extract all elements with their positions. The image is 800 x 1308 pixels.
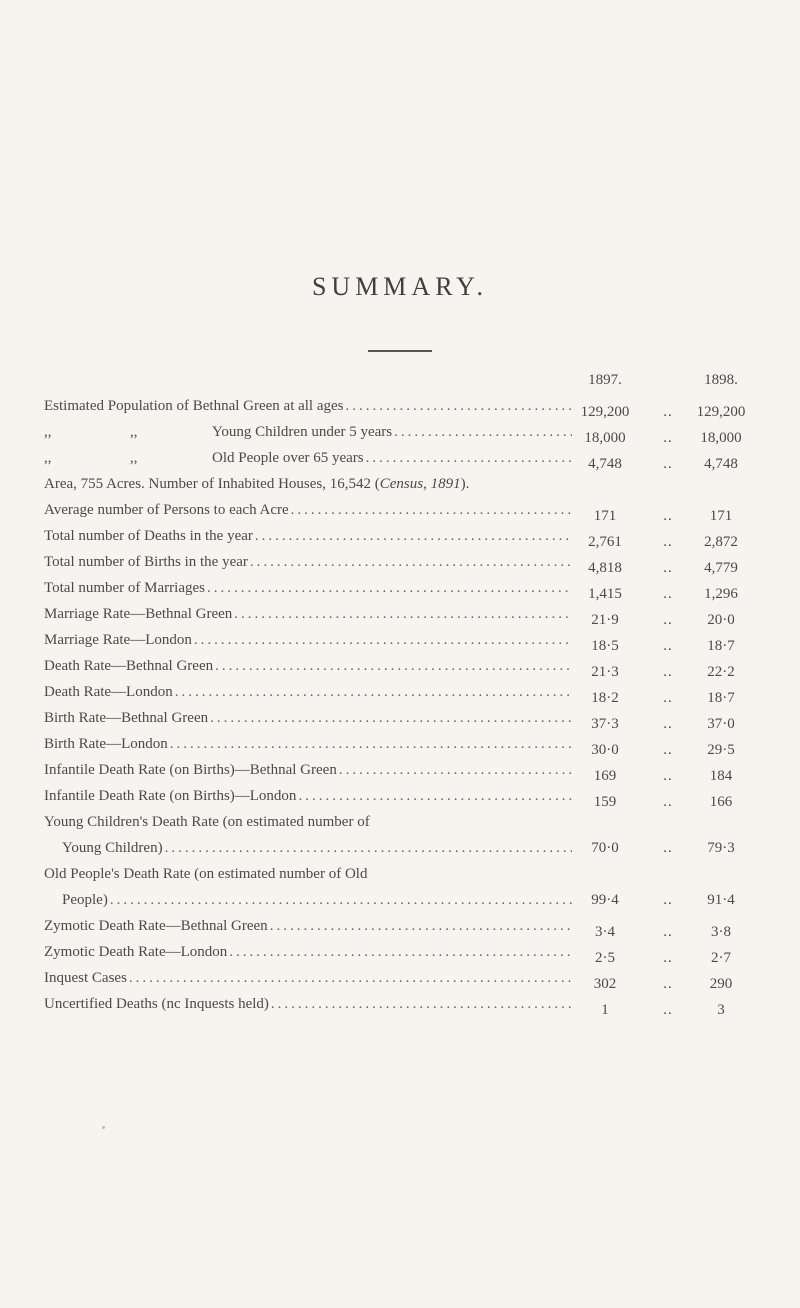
leader-dots [271, 994, 572, 1014]
value-1897: 159 [593, 794, 617, 810]
table-row [44, 552, 760, 578]
value-1898: 18·7 [707, 638, 735, 654]
row-label: Old People over 65 years [212, 450, 364, 466]
ditto-mark: ,, [130, 424, 138, 440]
row-label: Infantile Death Rate (on Births)—Bethnal Green [44, 762, 337, 778]
row-label-wrap [44, 786, 572, 806]
leader-dots [291, 500, 572, 520]
row-label: Infantile Death Rate (on Births)—London [44, 788, 297, 804]
table-row [44, 864, 760, 916]
value-1897: 1,415 [588, 586, 622, 602]
value-1898: 2·7 [711, 950, 731, 966]
value-1897: 4,818 [588, 560, 622, 576]
leader-dots [234, 604, 572, 624]
table-row [44, 968, 760, 994]
leader-dots [129, 968, 572, 988]
table-row [44, 786, 760, 812]
value-1898: 129,200 [696, 404, 746, 420]
row-label [44, 474, 469, 494]
table-row [44, 396, 760, 422]
separator: .. [663, 1002, 673, 1018]
separator: .. [663, 892, 673, 908]
row-label-first-line: Old People's Death Rate (on estimated number of Old [44, 866, 368, 882]
leader-dots [270, 916, 572, 936]
row-label: Marriage Rate—London [44, 632, 192, 648]
value-1898: 29·5 [707, 742, 735, 758]
row-label-wrap [44, 708, 572, 728]
leader-dots [366, 448, 572, 468]
table-row [44, 630, 760, 656]
value-1898: 1,296 [704, 586, 738, 602]
census-note: Census, 1891 [379, 476, 461, 492]
row-label: Young Children) [62, 840, 163, 856]
value-1897: 99·4 [591, 892, 619, 908]
separator: .. [663, 768, 673, 784]
row-label: Marriage Rate—Bethnal Green [44, 606, 233, 622]
area-text: Area, 755 Acres. Number of Inhabited Houses, 16,542 ( [44, 476, 380, 492]
column-header-1898: 1898. [704, 372, 738, 388]
row-label-wrap [44, 422, 572, 442]
value-1897: 30·0 [591, 742, 619, 758]
leader-dots [339, 760, 572, 780]
row-label: People) [62, 892, 108, 908]
table-row [44, 760, 760, 786]
separator: .. [663, 586, 673, 602]
table-row [44, 422, 760, 448]
separator: .. [663, 690, 673, 706]
ditto-mark: ,, [130, 450, 138, 466]
leader-dots [170, 734, 572, 754]
separator: .. [663, 794, 673, 810]
table-row [44, 604, 760, 630]
leader-dots [210, 708, 572, 728]
row-label-wrap [44, 916, 572, 936]
row-label-wrap [44, 968, 572, 988]
separator: .. [663, 924, 673, 940]
value-1898: 166 [709, 794, 733, 810]
row-label: Zymotic Death Rate—London [44, 944, 228, 960]
row-label: Inquest Cases [44, 970, 127, 986]
row-label-wrap [44, 656, 572, 676]
leader-dots [215, 656, 572, 676]
table-row [44, 474, 760, 500]
value-1897: 21·9 [591, 612, 619, 628]
row-label: Total number of Marriages [44, 580, 205, 596]
leader-dots [110, 890, 572, 910]
row-label: Total number of Births in the year [44, 554, 248, 570]
row-label: Young Children under 5 years [212, 424, 393, 440]
separator: .. [663, 560, 673, 576]
leader-dots [229, 942, 572, 962]
row-label: Birth Rate—London [44, 736, 168, 752]
value-1898: 79·3 [707, 840, 735, 856]
separator: .. [663, 742, 673, 758]
row-label-wrap [44, 682, 572, 702]
row-label-wrap [44, 942, 572, 962]
leader-dots [394, 422, 572, 442]
separator: .. [663, 976, 673, 992]
value-1898: 2,872 [704, 534, 738, 550]
table-row [44, 526, 760, 552]
value-1897: 302 [593, 976, 617, 992]
row-label-wrap [44, 838, 572, 858]
value-1898: 290 [709, 976, 733, 992]
table-row [44, 916, 760, 942]
value-1898: 4,748 [704, 456, 738, 472]
table-row [44, 682, 760, 708]
value-1898: 184 [709, 768, 733, 784]
row-label-wrap [44, 578, 572, 598]
separator: .. [663, 534, 673, 550]
separator: .. [663, 664, 673, 680]
value-1897: 37·3 [591, 716, 619, 732]
table-row [44, 994, 760, 1020]
row-label: Zymotic Death Rate—Bethnal Green [44, 918, 268, 934]
value-1897: 2,761 [588, 534, 622, 550]
value-1897: 2·5 [595, 950, 615, 966]
row-label: Average number of Persons to each Acre [44, 502, 289, 518]
separator: .. [663, 456, 673, 472]
value-1898: 171 [709, 508, 733, 524]
page-title: SUMMARY. [311, 272, 489, 301]
row-label-wrap [44, 526, 572, 546]
column-headers [0, 372, 800, 396]
value-1897: 18·2 [591, 690, 619, 706]
row-label-wrap [44, 890, 572, 910]
column-header-1897: 1897. [588, 372, 622, 388]
table-row [44, 500, 760, 526]
row-label: Uncertified Deaths (nc Inquests held) [44, 996, 269, 1012]
value-1898: 4,779 [704, 560, 738, 576]
leader-dots [298, 786, 572, 806]
title-rule [368, 350, 432, 352]
leader-dots [207, 578, 572, 598]
value-1898: 91·4 [707, 892, 735, 908]
value-1897: 18,000 [584, 430, 626, 446]
row-label: Estimated Population of Bethnal Green at all ages [44, 398, 344, 414]
value-1897: 18·5 [591, 638, 619, 654]
table-row [44, 812, 760, 864]
value-1898: 18·7 [707, 690, 735, 706]
value-1897: 4,748 [588, 456, 622, 472]
separator: .. [663, 716, 673, 732]
row-label-wrap [44, 994, 572, 1014]
row-label: Death Rate—Bethnal Green [44, 658, 214, 674]
table-row [44, 942, 760, 968]
leader-dots [194, 630, 572, 650]
row-label-wrap [44, 604, 572, 624]
separator: .. [663, 430, 673, 446]
value-1897: 129,200 [580, 404, 630, 420]
separator: .. [663, 840, 673, 856]
area-tail: ). [460, 476, 470, 492]
ditto-mark: ,, [44, 424, 52, 440]
table-row [44, 734, 760, 760]
value-1898: 22·2 [707, 664, 735, 680]
row-label-wrap [44, 630, 572, 650]
area-line [44, 474, 760, 494]
row-label-wrap [44, 552, 572, 572]
leader-dots [175, 682, 572, 702]
value-1898: 37·0 [707, 716, 735, 732]
value-1898: 3·8 [711, 924, 731, 940]
value-1897: 3·4 [595, 924, 615, 940]
value-1897: 171 [593, 508, 617, 524]
leader-dots [255, 526, 572, 546]
row-label-first-line: Young Children's Death Rate (on estimated number of [44, 814, 370, 830]
leader-dots [250, 552, 572, 572]
value-1897: 21·3 [591, 664, 619, 680]
separator: .. [663, 950, 673, 966]
separator: .. [663, 508, 673, 524]
row-label-wrap [44, 734, 572, 754]
table-row [44, 656, 760, 682]
row-label: Birth Rate—Bethnal Green [44, 710, 209, 726]
row-label-wrap [44, 396, 572, 416]
table-row [44, 708, 760, 734]
table-row [44, 448, 760, 474]
row-label: Total number of Deaths in the year [44, 528, 253, 544]
separator: .. [663, 612, 673, 628]
row-label: Death Rate—London [44, 684, 173, 700]
value-1897: 70·0 [591, 840, 619, 856]
value-1897: 169 [593, 768, 617, 784]
row-label-wrap [44, 760, 572, 780]
table-row [44, 578, 760, 604]
value-1897: 1 [601, 1002, 609, 1018]
value-1898: 18,000 [700, 430, 742, 446]
summary-table [44, 396, 760, 1020]
leader-dots [165, 838, 572, 858]
separator: .. [663, 404, 673, 420]
paper-speck [102, 1126, 105, 1129]
separator: .. [663, 638, 673, 654]
row-label-wrap [44, 500, 572, 520]
value-1898: 20·0 [707, 612, 735, 628]
ditto-mark: ,, [44, 450, 52, 466]
leader-dots [346, 396, 572, 416]
row-label-wrap [44, 448, 572, 468]
value-1898: 3 [717, 1002, 725, 1018]
